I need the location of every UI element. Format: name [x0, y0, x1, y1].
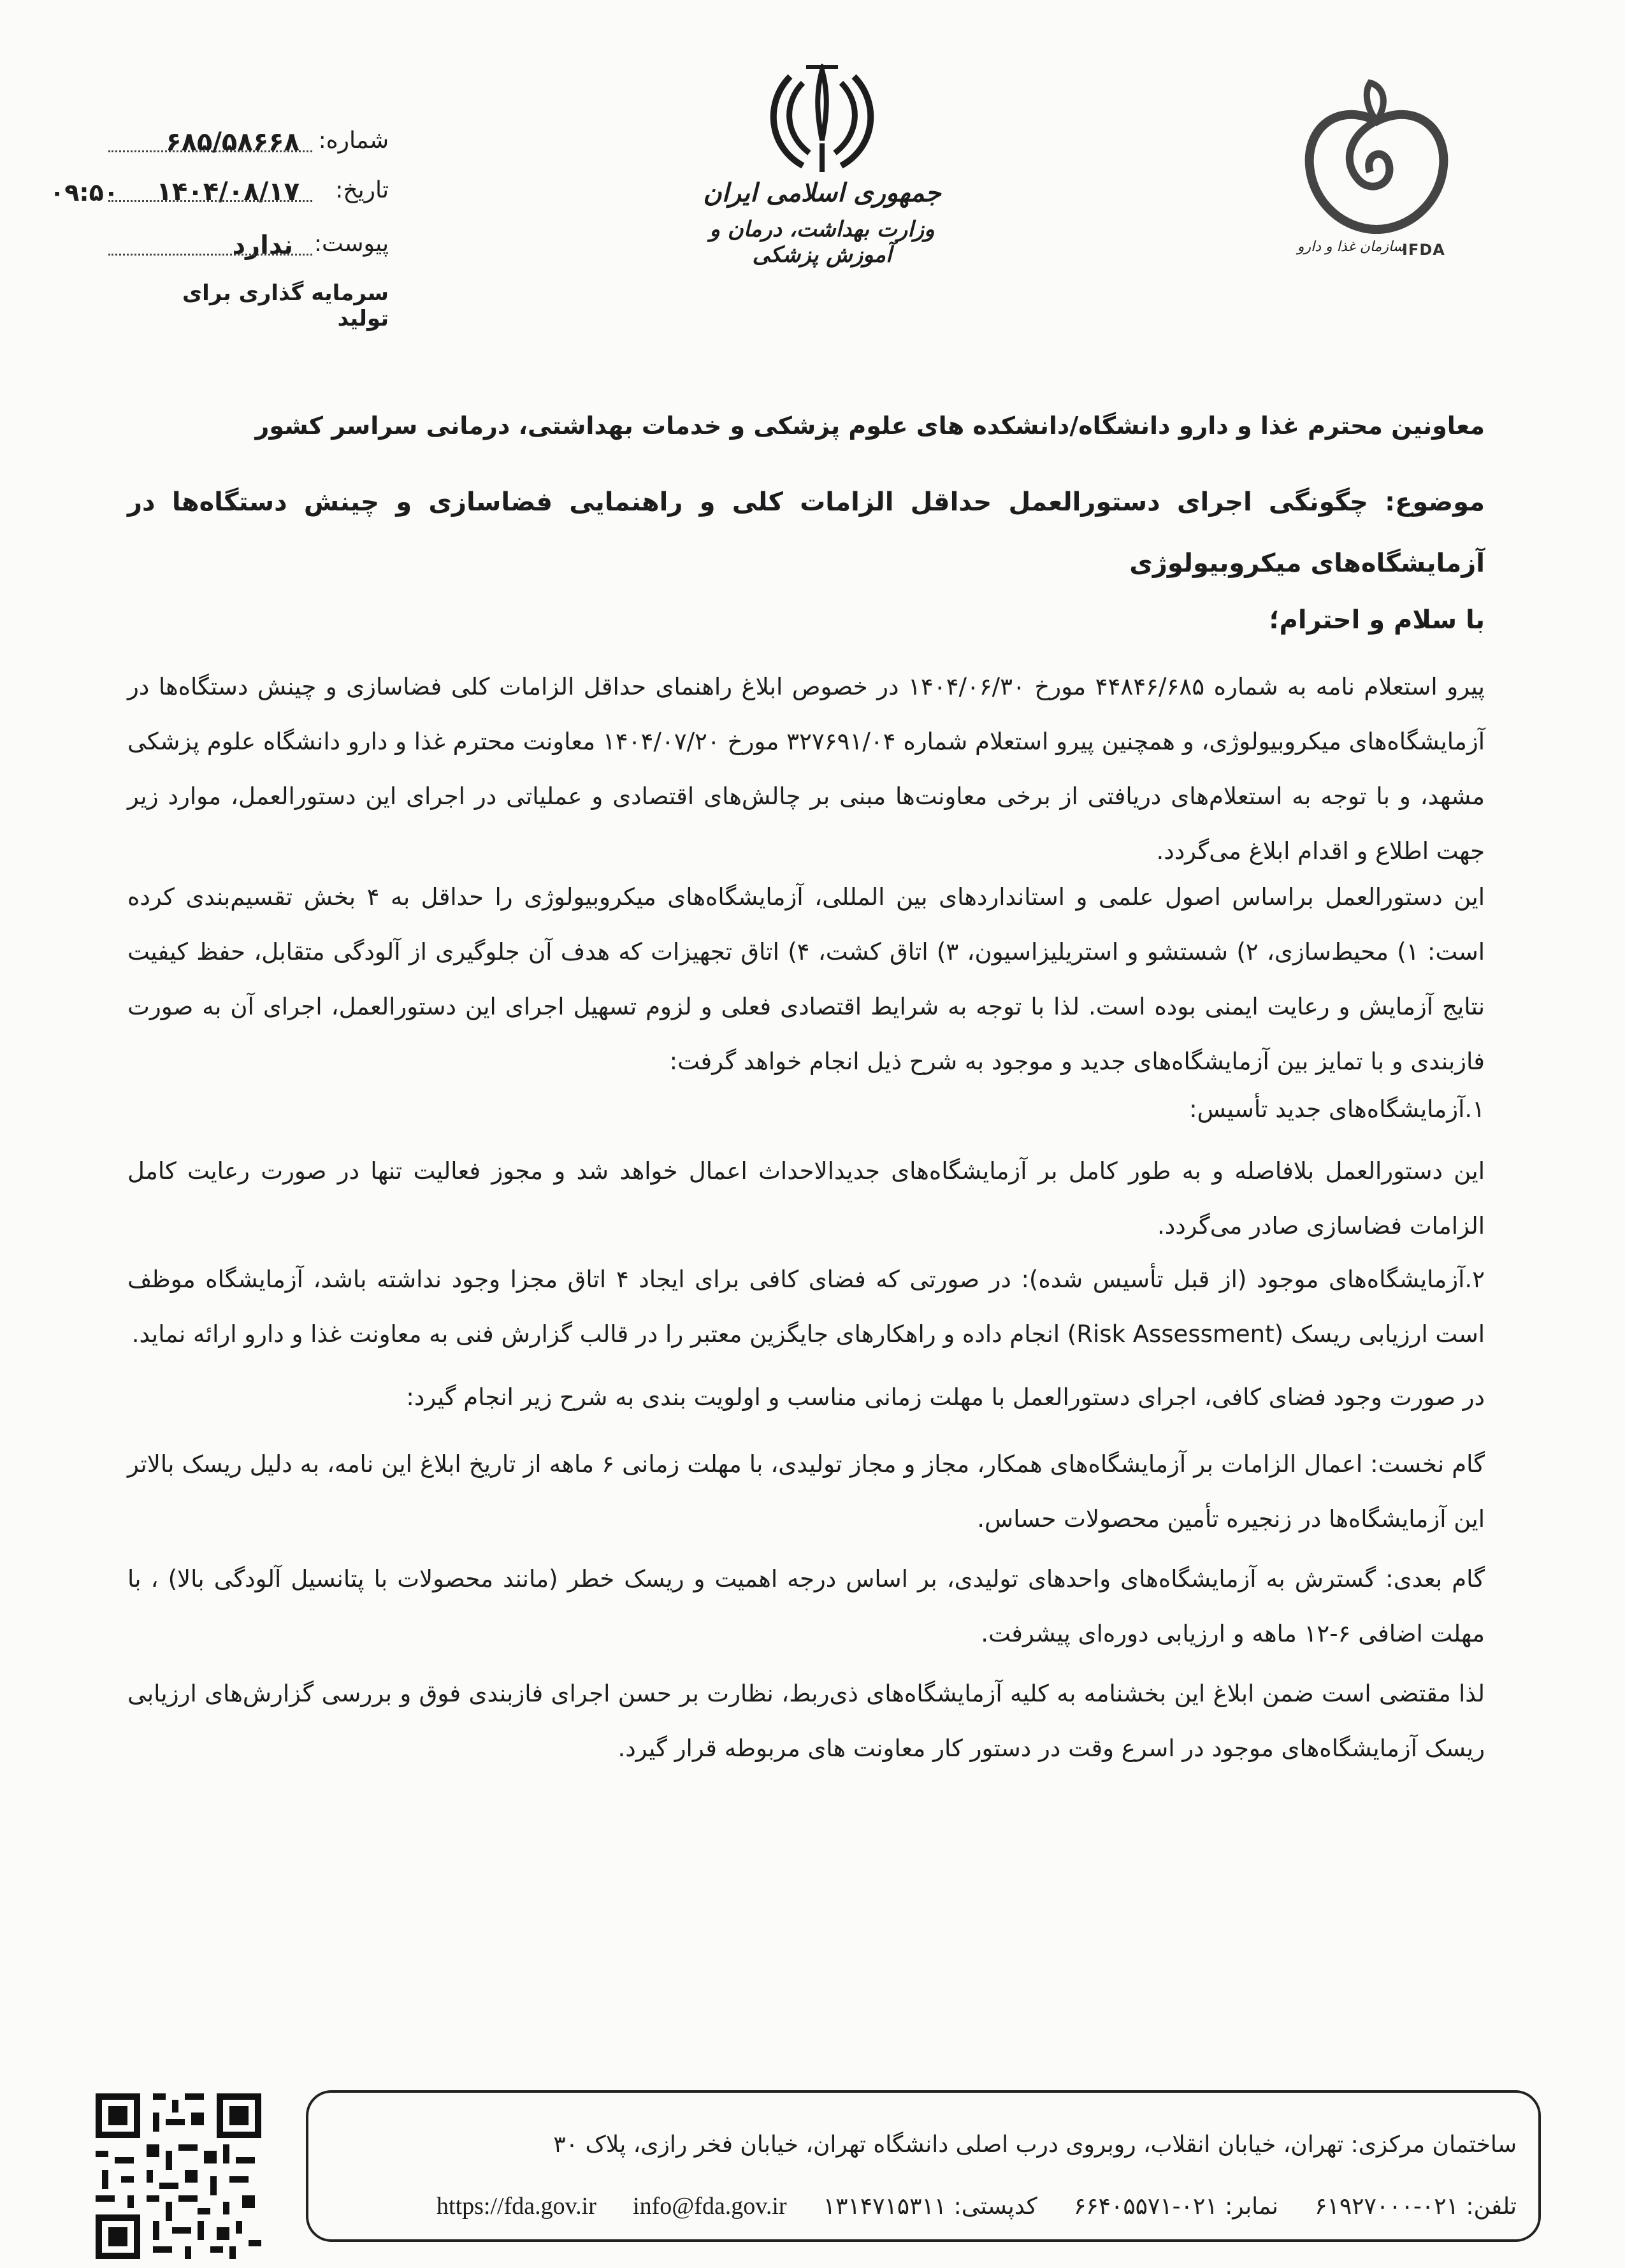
paragraph-3: این دستورالعمل بلافاصله و به طور کامل بر آزمایشگاه‌های جدیدالاحداث اعمال خواهد شد و مجوز فعالیت تنها در صورت رعایت کامل الزامات فضاسازی صادر می‌گردد. — [127, 1157, 1485, 1239]
footer-phone: تلفن: ۰۲۱-۶۱۹۲۷۰۰۰ — [1315, 2193, 1517, 2220]
ministry-name: وزارت بهداشت، درمان و آموزش پزشکی — [709, 217, 935, 268]
dotted-line — [108, 150, 312, 152]
letter-date — [108, 177, 389, 215]
iran-emblem — [688, 64, 956, 268]
number-value: ۶۸۵/۵۸۶۶۸ — [166, 127, 300, 157]
ifda-name-en: IFDA — [1402, 241, 1445, 259]
footer-email[interactable]: info@fda.gov.ir — [633, 2193, 787, 2220]
footer-website[interactable]: https://fda.gov.ir — [437, 2193, 596, 2220]
letter-attachment — [108, 231, 389, 269]
paragraph-1: پیرو استعلام نامه به شماره ۴۴۸۴۶/۶۸۵ مورخ ۱۴۰۴/۰۶/۳۰ در خصوص ابلاغ راهنمای حداقل الزامات کلی فضاسازی و چینش دستگاه‌ها در آزمایشگاه‌های میکروبیولوژی، و همچنین پیرو استعلام شماره ۳۲۷۶۹۱/۰۴ مورخ ۱۴۰۴/۰۷/۲۰ معاونت محترم غذا و دارو دانشگاه علوم پزشکی مشهد، و با توجه به استعلام‌های دریافتی از برخی معاونت‌ها مبنی بر چالش‌های اقتصادی و عملیاتی در اجرای این دستورالعمل، موارد زیر جهت اطلاع و اقدام ابلاغ می‌گردد. — [127, 673, 1485, 865]
footer-postal: کدپستی: ۱۳۱۴۷۱۵۳۱۱ — [823, 2193, 1037, 2220]
attachment-label: پیوست: — [314, 231, 389, 257]
ifda-logo-icon — [1281, 76, 1472, 242]
paragraph-6: گام نخست: اعمال الزامات بر آزمایشگاه‌های همکار، مجاز و مجاز تولیدی، با مهلت زمانی ۶ ماهه از تاریخ ابلاغ این نامه، به دلیل ریسک بالاتر این آزمایشگاه‌ها در زنجیره تأمین محصولات حساس. — [127, 1450, 1485, 1533]
motto: سرمایه گذاری برای تولید — [182, 280, 389, 331]
number-label: شماره: — [318, 127, 389, 154]
paragraph-4: ۲.آزمایشگاه‌های موجود (از قبل تأسیس شده): در صورتی که فضای کافی برای ایجاد ۴ اتاق مجزا وجود نداشته باشد، آزمایشگاه موظف است ارزیابی ریسک (Risk Assessment) انجام داده و راهکارهای جایگزین معتبر را در قالب گزارش فنی به معاونت غذا و دارو ارائه نماید. — [127, 1266, 1485, 1348]
emblem-icon — [758, 64, 886, 178]
date-label: تاریخ: — [335, 177, 389, 203]
footer-contacts — [357, 2192, 1517, 2220]
ifda-name-fa: سازمان غذا و دارو — [1297, 239, 1405, 255]
subject: موضوع: چگونگی اجرای دستورالعمل حداقل الزامات کلی و راهنمایی فضاسازی و چینش دستگاه‌ها در آزمایشگاه‌های میکروبیولوژی — [127, 488, 1485, 578]
paragraph-8: لذا مقتضی است ضمن ابلاغ این بخشنامه به کلیه آزمایشگاه‌های ذی‌ربط، نظارت بر حسن اجرای فازبندی فوق و بررسی گزارش‌های ارزیابی ریسک آزمایشگاه‌های موجود در اسرع وقت در دستور کار معاونت های مربوطه قرار گیرد. — [127, 1680, 1485, 1762]
footer-fax: نمابر: ۰۲۱-۶۶۴۰۵۵۷۱ — [1073, 2193, 1278, 2220]
greeting: با سلام و احترام؛ — [1269, 605, 1485, 635]
heading-new-labs: ۱.آزمایشگاه‌های جدید تأسیس: — [1189, 1095, 1485, 1123]
dotted-line — [108, 254, 312, 256]
letter-number — [108, 127, 389, 166]
footer-address: ساختمان مرکزی: تهران، خیابان انقلاب، روبروی درب اصلی دانشگاه تهران، خیابان فخر رازی، پلاک ۳۰ — [553, 2132, 1517, 2158]
qr-code-icon — [89, 2087, 268, 2265]
attachment-value: ندارد — [232, 231, 293, 260]
emblem-title: جمهوری اسلامی ایران — [703, 178, 941, 208]
qr-code — [89, 2087, 268, 2265]
paragraph-7: گام بعدی: گسترش به آزمایشگاه‌های واحدهای تولیدی، بر اساس درجه اهمیت و ریسک خطر (مانند محصولات با پتانسیل آلودگی بالا) ، با مهلت اضافی ۶-۱۲ ماهه و ارزیابی دوره‌ای پیشرفت. — [127, 1565, 1485, 1647]
paragraph-5: در صورت وجود فضای کافی، اجرای دستورالعمل با مهلت زمانی مناسب و اولویت بندی به شرح زیر انجام گیرد: — [406, 1383, 1485, 1411]
dotted-line — [108, 200, 312, 202]
addressee: معاونین محترم غذا و دارو دانشگاه/دانشکده های علوم پزشکی و خدمات بهداشتی، درمانی سراسر کشور — [255, 412, 1485, 440]
paragraph-2: این دستورالعمل براساس اصول علمی و استانداردهای بین المللی، آزمایشگاه‌های میکروبیولوژی را حداقل به ۴ بخش تقسیم‌بندی کرده است: ۱) محیط‌سازی، ۲) شستشو و استریلیزاسیون، ۳) اتاق کشت، ۴) اتاق تجهیزات که هدف آن جلوگیری از آلودگی متقابل، حفظ کیفیت نتایج آزمایش و رعایت ایمنی بوده است. لذا با توجه به شرایط اقتصادی فعلی و لزوم تسهیل اجرای این دستورالعمل، اجرای آن به صورت فازبندی و با تمایز بین آزمایشگاه‌های جدید و موجود به شرح ذیل انجام خواهد گرفت: — [127, 883, 1485, 1075]
date-value: ۱۴۰۴/۰۸/۱۷ — [156, 177, 300, 206]
time-stamp: ۰۹:۵۰ — [50, 178, 119, 206]
